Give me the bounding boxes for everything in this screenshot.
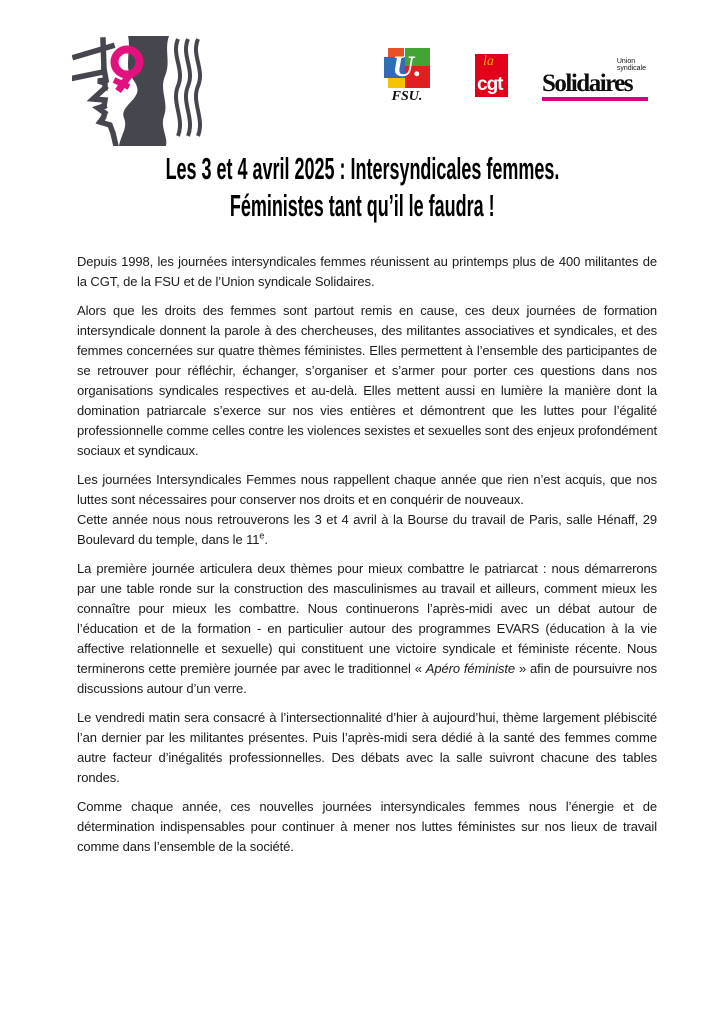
cgt-logo	[475, 54, 508, 97]
document-title	[0, 150, 724, 224]
paragraph-3-line2: Cette année nous nous retrouverons les 3 et 4 avril à la Bourse du travail de Paris, salle Hénaff, 29 Boulevard du temple, dans le 11	[77, 512, 657, 547]
paragraph-3-line1: Les journées Intersyndicales Femmes nous rappellent chaque année que rien n’est acquis, que nos luttes sont nécessaires pour conserver nos droits et en conquérir de nouveaux.	[77, 472, 657, 507]
paragraph-3-line2-end: .	[264, 532, 268, 547]
arrondissement-superscript: e	[259, 530, 265, 541]
title-line-1-text: Les 3 et 4 avril 2025 : Intersyndicales femmes.	[165, 151, 559, 186]
solidaires-pink-underline	[542, 97, 648, 101]
paragraph-1	[77, 252, 657, 292]
intersyndicale-femmes-logo	[72, 36, 207, 146]
fsu-u-monogram: U.	[392, 50, 422, 83]
paragraph-6-text: Comme chaque année, ces nouvelles journées intersyndicales femmes nous l’énergie et de détermination indispensables pour continuer à mener nos luttes féministes sur nos lieux de travail comme dans l’ensemble de la société.	[77, 799, 657, 854]
fsu-wordmark: FSU.	[391, 89, 423, 104]
paragraph-4	[77, 559, 657, 699]
woman-profile-venus-icon	[72, 36, 207, 146]
paragraph-4-text: La première journée articulera deux thèmes pour mieux combattre le patriarcat : nous démarrerons par une table ronde sur la construction des masculinismes au travail et ailleurs, comment mieux les connaître pour mieux les combattre. Nous continuerons l’après-midi avec un débat autour de l’éducation et de la formation - en particulier autour des programmes EVARS (éducation à la vie affective relationnelle et sexuelle) qui constituent une victoire syndicale et féministe récente. Nous terminerons cette première journée par avec le traditionnel «	[77, 561, 657, 676]
paragraph-2	[77, 301, 657, 461]
paragraph-2-text: Alors que les droits des femmes sont partout remis en cause, ces deux journées de formation intersyndicale donnent la parole à des chercheuses, des militantes associatives et syndicales, et des femmes concernées sur quatre thèmes féministes. Elles permettent à l’ensemble des participantes de se retrouver pour réfléchir, échanger, s’organiser et s’armer pour porter ces questions dans nos organisations syndicales respectives et au-delà. Elles mettent aussi en lumière la manière dont la domination patriarcale s’exerce sur nos vies entières et démontrent que les luttes pour l’égalité professionnelle comme celles contre les violences sexistes et sexuelles sont des enjeux profondément sociaux et syndicaux.	[77, 303, 657, 458]
cgt-wordmark: cgt	[477, 74, 503, 95]
apero-feministe-italic: Apéro féministe	[425, 661, 516, 676]
paragraph-1-text: Depuis 1998, les journées intersyndicales femmes réunissent au printemps plus de 400 militantes de la CGT, de la FSU et de l’Union syndicale Solidaires.	[77, 254, 657, 289]
fsu-logo	[384, 48, 434, 106]
paragraph-5	[77, 708, 657, 788]
solidaires-logo	[542, 58, 648, 102]
paragraph-3	[77, 470, 657, 550]
cgt-la-script: la	[483, 54, 494, 69]
solidaires-sub-line2: syndicale	[616, 65, 646, 72]
paragraph-4-end: » afin de poursuivre nos discussions autour d’un verre.	[77, 661, 657, 696]
title-line-1	[0, 150, 724, 187]
paragraph-5-text: Le vendredi matin sera consacré à l’intersectionnalité d’hier à aujourd’hui, thème largement plébiscité l’an dernier par les militantes présentes. Puis l’après-midi sera dédié à la santé des femmes comme autre facteur d’inégalités professionnelles. Des débats avec la salle suivront chacune des tables rondes.	[77, 710, 657, 785]
solidaires-wordmark: Solidaires	[542, 70, 633, 97]
title-line-2	[0, 187, 724, 224]
paragraph-6	[77, 797, 657, 857]
solidaires-sub-line1: Union	[616, 58, 636, 65]
title-line-2-text: Féministes tant qu’il le faudra !	[229, 188, 495, 223]
document-body	[77, 252, 657, 866]
